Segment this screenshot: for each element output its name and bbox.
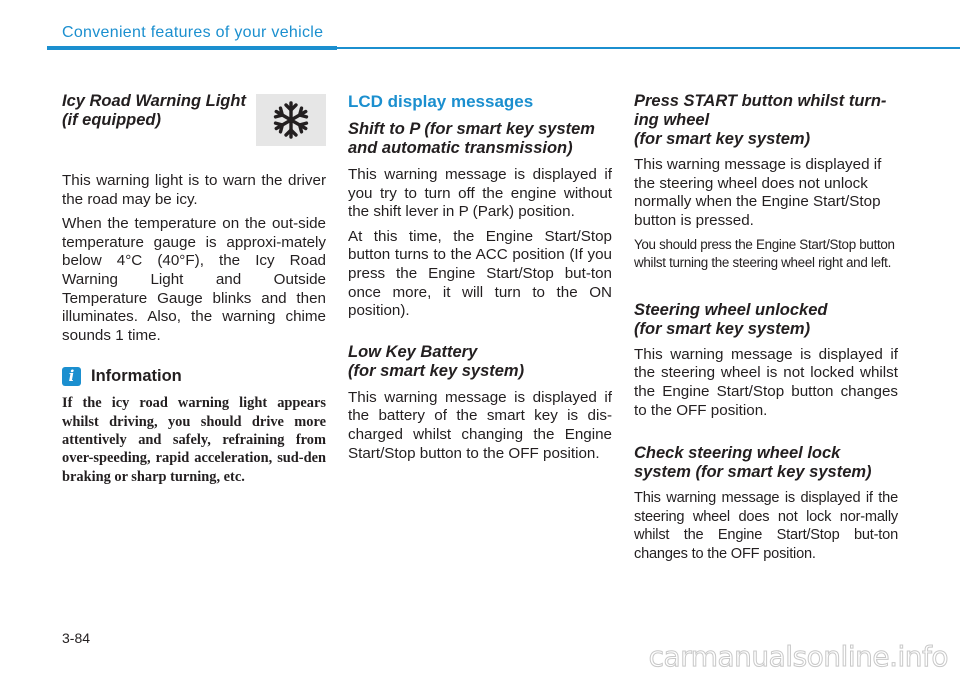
information-heading [62,367,326,386]
check-steering-lock-heading-line2: system (for smart key system) [634,463,872,482]
shift-to-p-heading-line2: and automatic transmission) [348,139,573,157]
press-start-heading-line1: Press START button whilst turn- [634,92,887,110]
steering-unlocked-para: This warning message is displayed if the steering wheel is not locked whilst the Engine Start/Stop button changes to the OFF position. [634,345,898,419]
header-rule-thick [47,46,337,50]
check-steering-lock-heading-line1: Check steering wheel lock [634,444,841,463]
low-key-battery-heading-line2: (for smart key system) [348,361,525,380]
press-start-para-2: You should press the Engine Start/Stop button whilst turning the steering wheel right and left. [634,237,895,270]
icy-road-para-1: This warning light is to warn the driver the road may be icy. [62,172,326,208]
icy-road-para-2: When the temperature on the out-side temperature gauge is approxi-mately below 4°C (40°F), the Icy Road Warning Light and Outside Temperature Gauge blinks and then illuminates. Also, the warning chime sounds 1 time. [62,215,326,344]
column-right [634,92,898,570]
steering-unlocked-heading [634,301,898,339]
low-key-battery-para: This warning message is displayed if the battery of the smart key is dis-charged whilst changing the Engine Start/Stop button to the OFF position. [348,388,612,462]
page-number: 3-84 [62,630,91,646]
steering-unlocked-heading-line2: (for smart key system) [634,319,811,338]
shift-to-p-para-1: This warning message is displayed if you try to turn off the engine without the shift lever in P (Park) position. [348,166,612,221]
watermark: carmanualsonline.info [648,640,948,673]
press-start-para-1: This warning message is displayed if the steering wheel does not unlock normally when the Engine Start/Stop button is pressed. [634,156,882,229]
shift-to-p-heading [348,120,612,158]
header-rule-thin [337,47,960,49]
steering-unlocked-heading-line1: Steering wheel unlocked [634,300,828,319]
lcd-messages-heading: LCD display messages [348,92,534,111]
shift-to-p-para-2: At this time, the Engine Start/Stop button turns to the ACC position (If you press the Engine Start/Stop but-ton once more, it will turn to the ON position). [348,227,612,320]
press-start-heading [634,92,898,149]
info-icon: i [62,367,81,386]
icy-road-heading-line1: Icy Road Warning Light [62,92,246,110]
column-middle [348,92,612,469]
check-steering-lock-heading [634,444,898,482]
column-left [62,92,326,486]
check-steering-lock-para: This warning message is displayed if the steering wheel does not lock nor-mally whilst the Engine Start/Stop but-ton changes to the OFF position. [634,490,898,562]
icy-road-heading-block [62,92,326,172]
icy-road-heading [62,92,252,130]
low-key-battery-heading-line1: Low Key Battery [348,342,478,361]
shift-to-p-heading-line1: Shift to P (for smart key system [348,120,595,138]
low-key-battery-heading [348,343,612,381]
snowflake-icon [256,94,326,146]
press-start-heading-line3: (for smart key system) [634,130,811,148]
information-text: If the icy road warning light appears whilst driving, you should drive more attentively and safely, refraining from over-speeding, rapid acceleration, sud-den braking or sharp turning, etc. [62,395,326,485]
icy-road-heading-line2: (if equipped) [62,111,161,129]
information-title: Information [91,367,182,386]
press-start-heading-line2: ing wheel [634,111,710,129]
section-title: Convenient features of your vehicle [62,24,324,41]
